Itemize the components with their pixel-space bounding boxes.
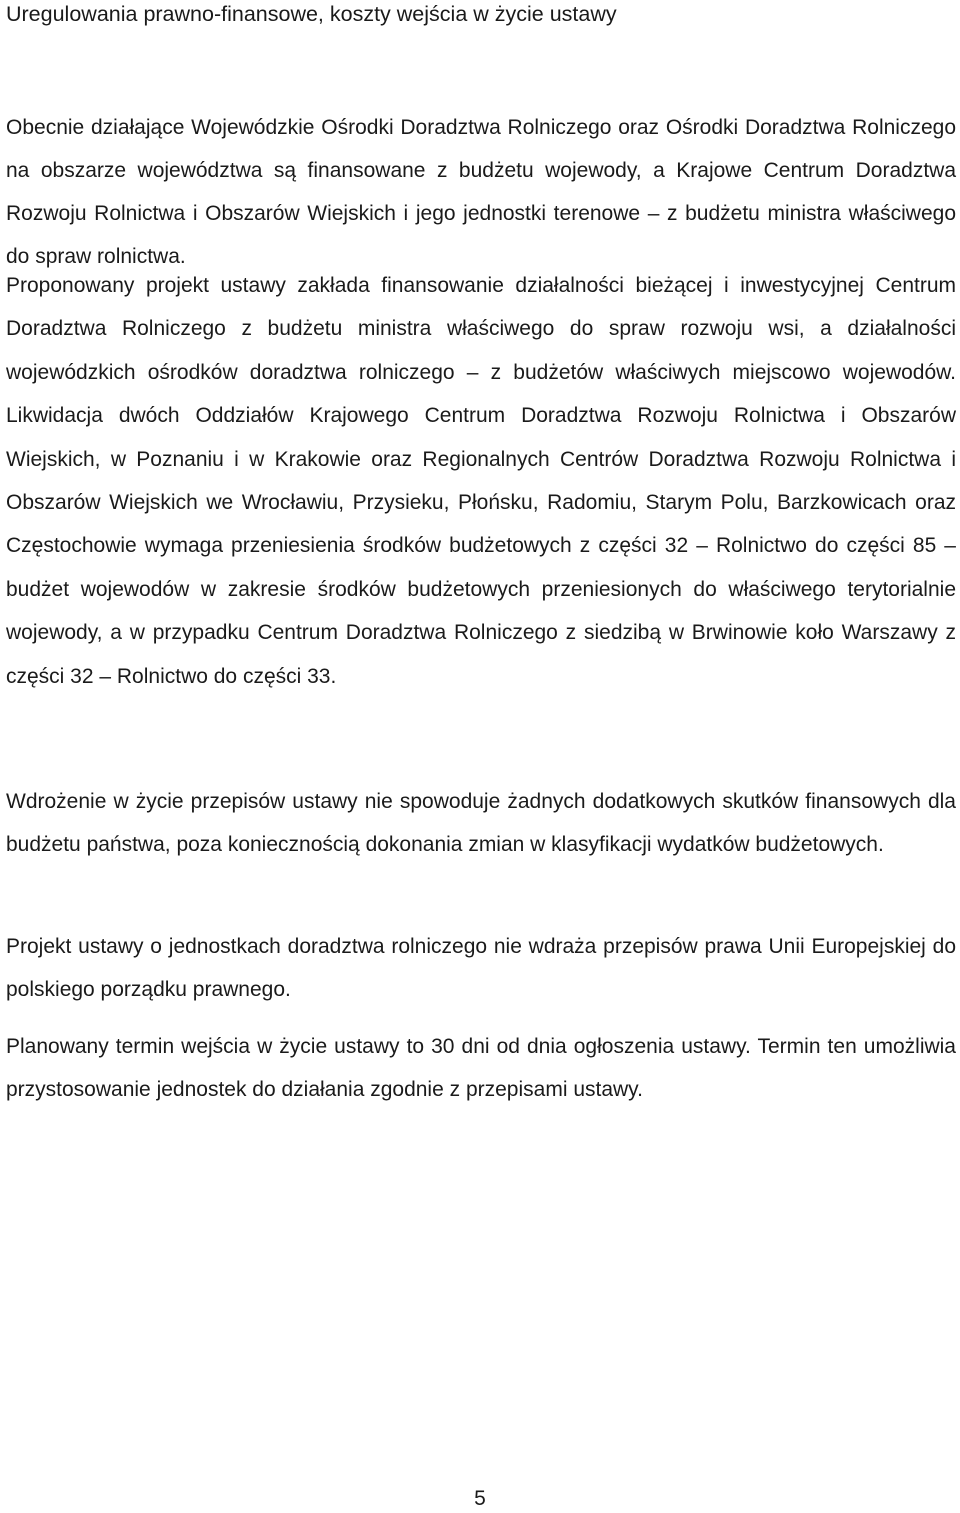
page-number: 5 xyxy=(474,1487,486,1510)
paragraph-financing-current: Obecnie działające Wojewódzkie Ośrodki Doradztwa Rolniczego oraz Ośrodki Doradztwa Rolniczego na obszarze województwa są finansowane z budżetu wojewody, a Krajowe Centrum Doradztwa Rozwoju Rolnictwa i Obszarów Wiejskich i jego jednostki terenowe – z budżetu ministra właściwego do spraw rolnictwa. xyxy=(6,116,956,268)
paragraph-eu-law: Projekt ustawy o jednostkach doradztwa rolniczego nie wdraża przepisów prawa Unii Europejskiej do polskiego porządku prawnego. xyxy=(6,935,956,1001)
paragraph-proposed-financing: Proponowany projekt ustawy zakłada finansowanie działalności bieżącej i inwestycyjnej Centrum Doradztwa Rolniczego z budżetu ministra właściwego do spraw rozwoju wsi, a działalności wojewódzkich ośrodków doradztwa rolniczego – z budżetów właściwych miejscowo wojewodów. Likwidacja dwóch Oddziałów Krajowego Centrum Doradztwa Rozwoju Rolnictwa i Obszarów Wiejskich, w Poznaniu i w Krakowie oraz Regionalnych Centrów Doradztwa Rozwoju Rolnictwa i Obszarów Wiejskich we Wrocławiu, Przysieku, Płońsku, Radomiu, Starym Polu, Barzkowicach oraz Częstochowie wymaga przeniesienia środków budżetowych z części 32 – Rolnictwo do części 85 – budżet wojewodów w zakresie środków budżetowych przeniesionych do właściwego terytorialnie wojewody, a w przypadku Centrum Doradztwa Rolniczego z siedzibą w Brwinowie koło Warszawy z części 32 – Rolnictwo do części 33. xyxy=(6,274,956,688)
paragraph-entry-into-force: Planowany termin wejścia w życie ustawy to 30 dni od dnia ogłoszenia ustawy. Termin ten umożliwia przystosowanie jednostek do działania zgodnie z przepisami ustawy. xyxy=(6,1035,956,1102)
paragraph-budget-effects: Wdrożenie w życie przepisów ustawy nie spowoduje żadnych dodatkowych skutków finansowych dla budżetu państwa, poza koniecznością dokonania zmian w klasyfikacji wydatków budżetowych. xyxy=(6,790,956,857)
section-heading: Uregulowania prawno-finansowe, koszty wejścia w życie ustawy xyxy=(6,2,617,26)
